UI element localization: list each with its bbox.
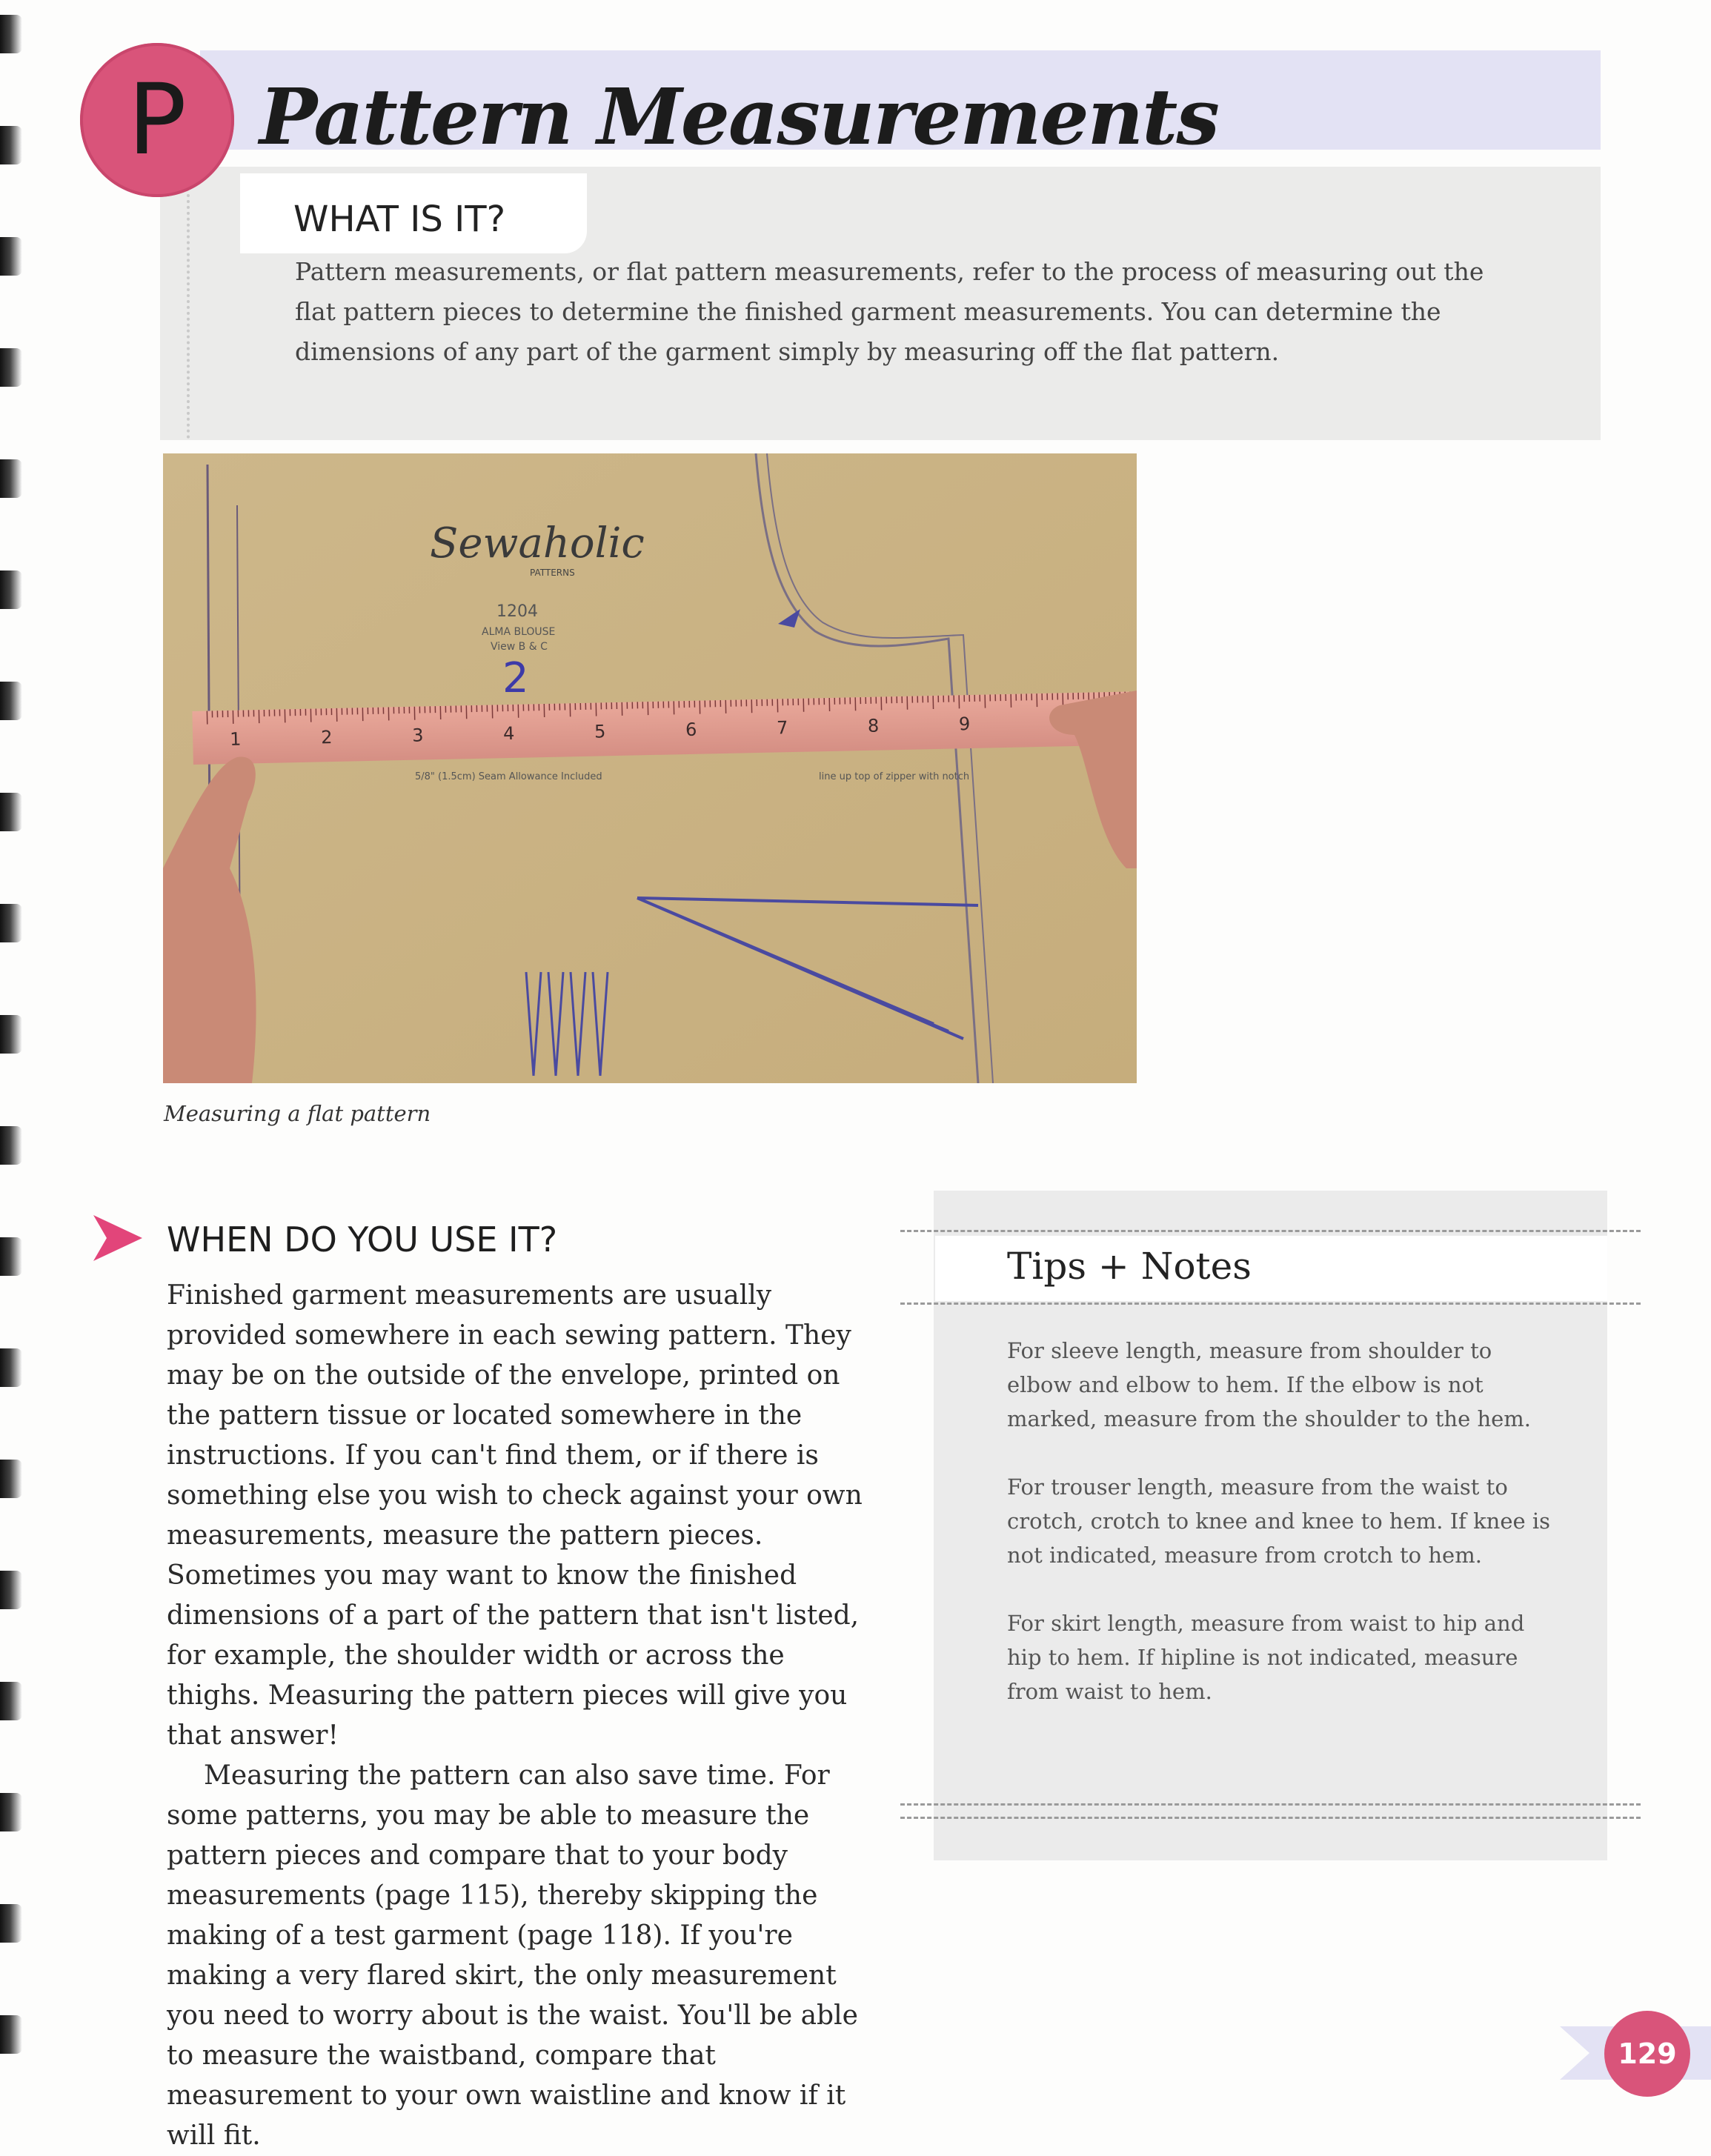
page-title: Pattern Measurements — [259, 71, 1218, 162]
tip-item: For skirt length, measure from waist to hip and hip to hem. If hipline is not indicated, measure from waist to hem. — [1007, 1606, 1555, 1709]
pattern-paper — [163, 453, 1137, 1083]
photo-caption: Measuring a flat pattern — [164, 1101, 431, 1126]
spiral-coil — [0, 1460, 22, 1498]
pattern-name: ALMA BLOUSE — [482, 626, 555, 638]
piece-number: 2 — [502, 654, 529, 702]
tip-item: For trouser length, measure from the waist to crotch, crotch to knee and knee to hem. If knee is not indicated, measure from crotch to hem. — [1007, 1470, 1555, 1572]
spiral-coil — [0, 1237, 22, 1276]
what-is-it-text: Pattern measurements, or flat pattern measurements, refer to the process of measuring out the flat pattern pieces to determine the finished garment measurements. You can determine the dimensions of any part of the garment simply by measuring off the flat pattern. — [295, 252, 1495, 372]
ruler-mark: 4 — [503, 723, 515, 744]
ruler-mark: 3 — [412, 725, 424, 745]
dashed-divider — [900, 1803, 1641, 1806]
ruler-mark: 8 — [868, 716, 880, 736]
dashed-divider — [900, 1230, 1641, 1232]
spiral-coil — [0, 570, 22, 609]
spiral-coil — [0, 2015, 22, 2054]
spiral-coil — [0, 1015, 22, 1054]
body-paragraph: Measuring the pattern can also save time. For some patterns, you may be able to measure the pattern pieces and compare that to your body measurements (page 115), thereby skipping the making of a test garment (page 118). If you're making a very flared skirt, the only measurement you need to worry about is the waist. You'll be able to measure the waistband, compare that measurement to your own waistline and know if it will fit. — [167, 1756, 886, 2156]
seam-note: 5/8" (1.5cm) Seam Allowance Included — [415, 771, 602, 782]
spiral-coil — [0, 1571, 22, 1609]
spiral-coil — [0, 904, 22, 942]
dashed-divider — [900, 1817, 1641, 1819]
spiral-coil — [0, 682, 22, 720]
ruler-mark: 2 — [321, 727, 333, 748]
spiral-coil — [0, 1904, 22, 1943]
spiral-binding — [0, 0, 25, 2090]
brand-logo: Sewaholic — [430, 519, 645, 568]
page-number: 129 — [1604, 2011, 1690, 2097]
line-note: line up top of zipper with notch — [819, 771, 969, 782]
pink-arrow-icon — [93, 1215, 142, 1261]
what-is-it-heading: WHAT IS IT? — [293, 199, 505, 240]
pattern-number: 1204 — [496, 602, 538, 621]
spiral-coil — [0, 1793, 22, 1831]
ruler-mark: 5 — [594, 721, 606, 742]
spiral-coil — [0, 793, 22, 831]
section-letter-badge: P — [80, 43, 234, 197]
spiral-coil — [0, 1126, 22, 1165]
tips-title: Tips + Notes — [1007, 1245, 1252, 1288]
brand-sub: PATTERNS — [530, 568, 575, 578]
spiral-coil — [0, 237, 22, 276]
spiral-coil — [0, 1682, 22, 1720]
spiral-coil — [0, 348, 22, 387]
pattern-view: View B & C — [491, 641, 548, 653]
stitch-line — [187, 194, 190, 439]
pattern-photo — [163, 453, 1137, 1083]
tips-list — [1007, 1334, 1555, 1743]
spiral-coil — [0, 15, 22, 53]
spiral-coil — [0, 1348, 22, 1387]
dashed-divider — [900, 1302, 1641, 1305]
body-paragraph: Finished garment measurements are usually provided somewhere in each sewing pattern. They may be on the outside of the envelope, printed on the pattern tissue or located somewhere in the instructions. If you can't find them, or if there is something else you wish to check against your own measurements, measure the pattern pieces. Sometimes you may want to know the finished dimensions of a part of the pattern that isn't listed, for example, the shoulder width or across the thighs. Measuring the pattern pieces will give you that answer! — [167, 1276, 886, 1756]
tip-item: For sleeve length, measure from shoulder to elbow and elbow to hem. If the elbow is not marked, measure from the shoulder to the hem. — [1007, 1334, 1555, 1436]
ruler-mark: 6 — [685, 719, 697, 740]
when-use-heading: WHEN DO YOU USE IT? — [167, 1220, 557, 1260]
spiral-coil — [0, 459, 22, 498]
ruler-mark: 9 — [959, 713, 971, 734]
ruler-mark: 7 — [777, 717, 788, 738]
spiral-coil — [0, 126, 22, 164]
ruler-mark: 1 — [230, 729, 242, 750]
when-use-body — [167, 1276, 886, 2156]
